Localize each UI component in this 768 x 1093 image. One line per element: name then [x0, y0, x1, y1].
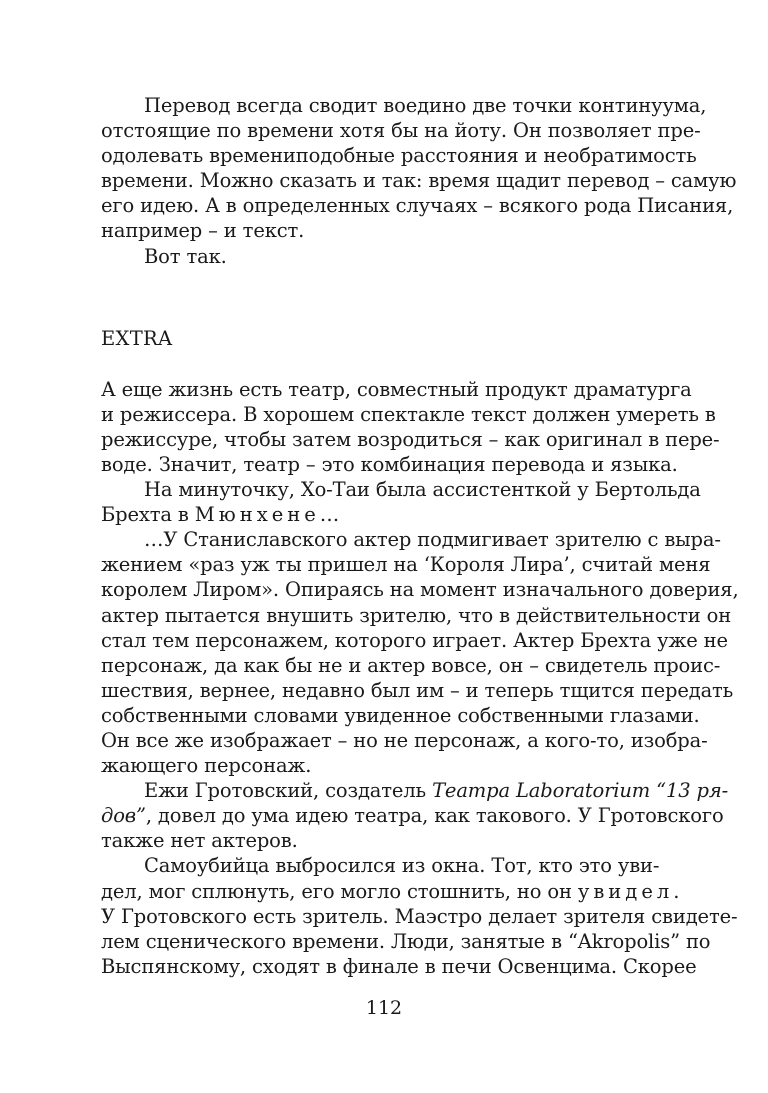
text-line: жением «раз уж ты пришел на ‘Короля Лира’, считай меня [101, 553, 711, 577]
text-line: стал тем персонажем, которого играет. Актер Брехта уже не [101, 628, 728, 652]
text-line: его идею. А в определенных случаях – всякого рода Писания, [101, 194, 734, 218]
text-line [101, 803, 724, 828]
text-line: Самоубийца выбросился из окна. Тот, кто это уви- [144, 854, 660, 878]
text-line: Выспянскому, сходят в финале в печи Освенцима. Скорее [101, 954, 697, 978]
text-line: режиссуре, чтобы затем возродиться – как оригинал в пере- [101, 427, 720, 451]
text-line: собственными словами увиденное собственными глазами. [101, 703, 700, 727]
text-line: персонаж, да как бы не и актер вовсе, он – свидетель проис- [101, 653, 721, 677]
text-fragment: Ежи Гротовский, создатель [144, 779, 433, 803]
paragraph-theatre [101, 377, 720, 477]
text-line [101, 879, 684, 904]
italic-title: дов” [101, 804, 146, 828]
text-line: шествия, вернее, недавно был им – и теперь тщится передать [101, 678, 734, 702]
text-line [101, 778, 729, 803]
text-line: одолевать времениподобные расстояния и необратимость [101, 144, 697, 168]
section-heading: EXTRA [101, 326, 173, 350]
text-line: …У Станиславского актер подмигивает зрителю с выра- [144, 528, 721, 552]
text-line: Он все же изображает – но не персонаж, а кого-то, изобра- [101, 728, 708, 752]
text-line: времени. Можно сказать и так: время щадит перевод – самую [101, 169, 737, 193]
text-line: У Гротовского есть зритель. Маэстро делает зрителя свидете- [101, 904, 738, 928]
text-line [101, 502, 644, 527]
text-line: Перевод всегда сводит воедино две точки континуума, [144, 94, 707, 117]
paragraph-translation [101, 93, 737, 244]
text-line: лем сценического времени. Люди, занятые в “Akropolis” по [101, 929, 711, 953]
text-fragment: , довел до ума идею театра, как такового. У Гротовского [145, 804, 724, 828]
paragraph-short [101, 244, 644, 269]
text-line: актер пытается внушить зрителю, что в действительности он [101, 603, 732, 627]
paragraph-suicide [101, 853, 738, 978]
text-line: отстоящие по времени хотя бы на йоту. Он позволяет пре- [101, 119, 701, 143]
text-line: воде. Значит, театр – это комбинация перевода и языка. [101, 452, 678, 476]
text-line: А еще жизнь есть театр, совместный продукт драматурга [101, 377, 692, 401]
text-line: королем Лиром». Опираясь на момент изначального доверия, [101, 578, 739, 602]
paragraph-grotowski [101, 778, 729, 853]
text-line: также нет актеров. [101, 829, 298, 853]
italic-title: Театра Laboratorium “13 ря- [432, 779, 729, 803]
text-line: На минуточку, Хо-Таи была ассистенткой у Бертольда [144, 478, 701, 502]
spaced-word: увидел. [577, 879, 684, 903]
text-line: и режиссера. В хорошем спектакле текст должен умереть в [101, 402, 716, 426]
page-body [101, 93, 739, 979]
text-line: например – и текст. [101, 219, 305, 243]
text-line: Вот так. [144, 244, 227, 268]
paragraph-brecht-assistant [101, 477, 701, 527]
text-fragment: дел, мог сплюнуть, его могло стошнить, но он [101, 879, 578, 903]
paragraph-stanislavsky [101, 527, 739, 778]
text-fragment: Брехта в [101, 503, 195, 527]
spaced-word: Мюнхене… [194, 503, 344, 527]
text-line: жающего персонаж. [101, 754, 312, 778]
page-number: 112 [365, 997, 403, 1019]
